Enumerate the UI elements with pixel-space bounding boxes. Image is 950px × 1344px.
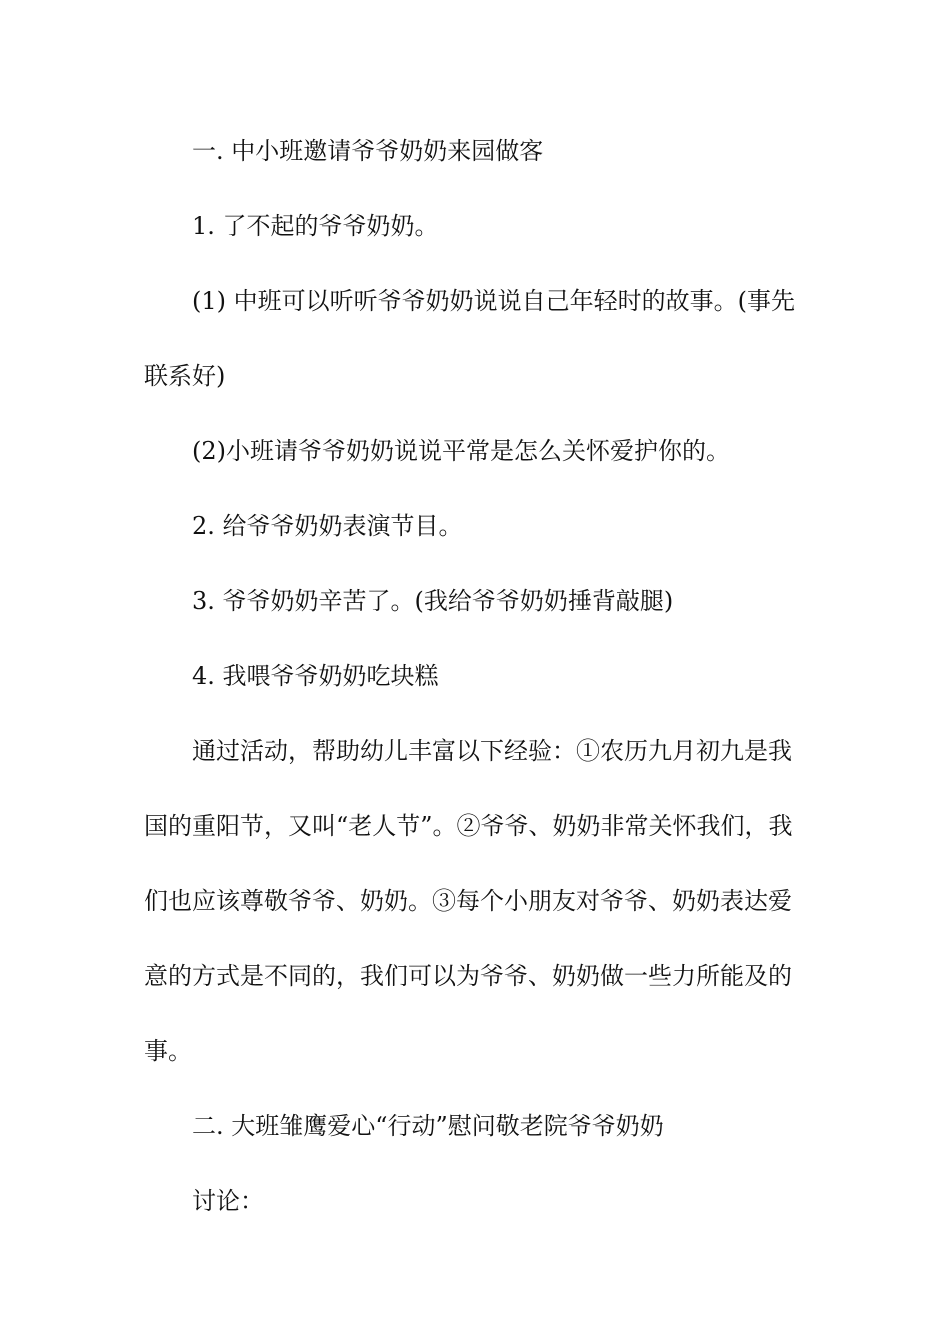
body-paragraph: 讨论： [192, 1187, 264, 1215]
section-heading: 一. 中小班邀请爷爷奶奶来园做客 [192, 137, 544, 165]
body-paragraph: 通过活动，帮助幼儿丰富以下经验：①农历九月初九是我国的重阳节，又叫“老人节”。②爷爷、奶奶非常关怀我们，我们也应该尊敬爷爷、奶奶。③每个小朋友对爷爷、奶奶表达爱意的方式是不同的，我们可以为爷爷、奶奶做一些力所能及的事。 [144, 737, 793, 1065]
document-body [144, 114, 808, 1239]
list-item: 3. 爷爷奶奶辛苦了。(我给爷爷奶奶捶背敲腿) [192, 587, 674, 615]
list-item: 4. 我喂爷爷奶奶吃块糕 [192, 662, 439, 690]
list-subitem: (1) 中班可以听听爷爷奶奶说说自己年轻时的故事。(事先联系好) [144, 287, 795, 390]
list-subitem: (2)小班请爷爷奶奶说说平常是怎么关怀爱护你的。 [192, 437, 730, 465]
section-heading: 二. 大班雏鹰爱心“行动”慰问敬老院爷爷奶奶 [192, 1112, 664, 1140]
list-item: 2. 给爷爷奶奶表演节目。 [192, 512, 463, 540]
list-item: 1. 了不起的爷爷奶奶。 [192, 212, 439, 240]
